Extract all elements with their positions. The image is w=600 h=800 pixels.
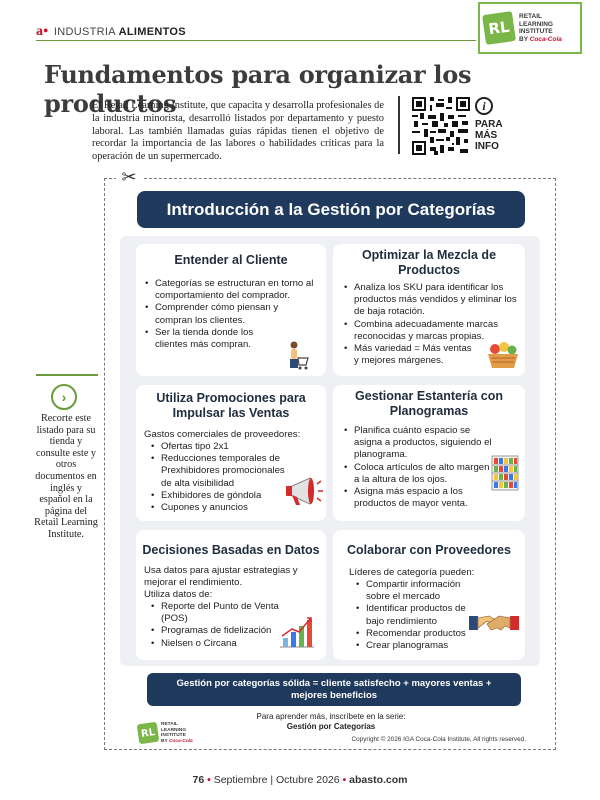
- box-title: Gestionar Estantería con Planogramas: [355, 389, 503, 418]
- list-item: • Combina adecuadamente marcas reconocidas y marcas propias.: [343, 319, 503, 343]
- intro-paragraph: El Retail Learning Institute, que capacita y desarrolla profesionales de la industria minorista, desarrolló listados por departamento y puesto laboral. Las también llamadas guías rápidas tienen el objetivo de recordar la importancia de las labores o habilidades críticas para la operación de un supermercado.: [92, 100, 384, 163]
- list-item: • Identificar productos de bajo rendimiento: [355, 603, 479, 627]
- list-item: • Compartir información sobre el mercado: [355, 579, 479, 603]
- list-item: • Crear planogramas: [355, 640, 479, 652]
- retail-learning-institute-small-logo: RL RETAIL LEARNING INSTITUTE BY Coca-Cola: [138, 722, 193, 744]
- page-title: Fundamentos para organizar los productos: [44, 60, 472, 118]
- list-item: • Asigna más espacio a los productos de mayor venta.: [343, 486, 493, 510]
- box-entender-cliente: [136, 244, 326, 376]
- shopper-icon: [284, 340, 312, 372]
- page-number: 76: [192, 774, 205, 786]
- list-item: • Programas de fidelización: [150, 625, 280, 637]
- list-item: • Nielsen o Circana: [150, 638, 280, 650]
- scissors-icon: ✂: [116, 166, 142, 188]
- retail-learning-institute-logo: [478, 2, 582, 54]
- formula-banner: Gestión por categorías sólida = cliente satisfecho + mayores ventas + mejores beneficios: [147, 673, 521, 706]
- list-item: • Ser la tienda donde los clientes más compran.: [144, 327, 284, 351]
- rli-logo-text: RETAIL LEARNING INSTITUTE BY Coca-Cola: [519, 13, 562, 43]
- list-item: • Categorías se estructuran en torno al comportamiento del comprador.: [144, 278, 314, 302]
- box-list: [355, 579, 479, 652]
- box-title: Entender al Cliente: [174, 253, 288, 267]
- side-note: Recorte este listado para su tienda y consulte este y otros documentos en inglés y español en la página del Retail Learning Institute.: [34, 413, 98, 540]
- chevron-right-icon: ›: [51, 384, 77, 410]
- box-title: Optimizar la Mezcla de Productos: [361, 248, 497, 277]
- series-name: Gestión por Categorías: [286, 722, 376, 731]
- list-item: • Comprender cómo piensan y compran los clientes.: [144, 302, 314, 326]
- intro-divider: [398, 96, 400, 154]
- list-item: • Exhibidores de góndola: [150, 490, 290, 502]
- store-shelf-icon: [491, 455, 519, 491]
- learn-more: [186, 712, 476, 732]
- box-promociones: [136, 385, 326, 521]
- page-footer: 76 • Septiembre | Octubre 2026 • abasto.com: [192, 774, 408, 786]
- handshake-icon: [469, 608, 519, 638]
- list-item: • Coloca artículos de alto margen a la altura de los ojos.: [343, 462, 493, 486]
- section-prefix: INDUSTRIA: [53, 26, 116, 38]
- section-tag: [36, 24, 186, 40]
- box-title: Utiliza Promociones para Impulsar las Ventas: [156, 391, 306, 420]
- box-lead-2: Utiliza datos de:: [144, 589, 213, 600]
- section-name: ALIMENTOS: [118, 26, 186, 38]
- megaphone-icon: [284, 475, 324, 509]
- box-list: [150, 601, 280, 650]
- list-item: • Ofertas tipo 2x1: [150, 441, 290, 453]
- list-item: • Recomendar productos: [355, 628, 479, 640]
- list-item: • Reducciones temporales de Prexhibidores promocionales de alta visibilidad: [150, 453, 290, 490]
- box-title: Decisiones Basadas en Datos: [142, 543, 320, 557]
- card-title: Introducción a la Gestión por Categorías: [137, 191, 525, 228]
- bar-chart-growth-icon: [278, 614, 316, 650]
- list-item: • Reporte del Punto de Venta (POS): [150, 601, 280, 625]
- learn-more-text: Para aprender más, inscríbete en la serie:: [256, 712, 406, 721]
- abasto-a-logo: a•: [36, 24, 49, 39]
- box-decisiones-datos: [136, 530, 326, 660]
- box-list: [343, 425, 493, 510]
- box-lead: Líderes de categoría pueden:: [349, 567, 475, 578]
- rl-badge: RL: [482, 11, 516, 45]
- box-lead: Gastos comerciales de proveedores:: [144, 429, 301, 440]
- box-planogramas: [333, 385, 525, 521]
- header-rule: [36, 40, 476, 41]
- box-title: Colaborar con Proveedores: [347, 543, 511, 557]
- box-list: [150, 441, 290, 514]
- qr-code[interactable]: [412, 97, 470, 155]
- side-note-rule: [36, 374, 98, 376]
- box-colaborar-proveedores: [333, 530, 525, 660]
- list-item: • Analiza los SKU para identificar los productos más vendidos y eliminar los de baja rotación.: [343, 282, 517, 319]
- produce-basket-icon: [485, 340, 521, 370]
- site-link[interactable]: abasto.com: [349, 774, 408, 786]
- info-icon: i: [475, 97, 493, 115]
- copyright: Copyright © 2026 IGA Coca-Cola Institute, All rights reserved.: [351, 736, 526, 743]
- box-mezcla-productos: [333, 244, 525, 376]
- more-info-label: PARA MÁS INFO: [475, 119, 503, 152]
- list-item: • Cupones y anuncios: [150, 502, 290, 514]
- issue-months: Septiembre | Octubre 2026: [213, 774, 340, 786]
- list-item: • Planifica cuánto espacio se asigna a productos, siguiendo el planograma.: [343, 425, 493, 462]
- list-item: • Más variedad = Más ventas y mejores márgenes.: [343, 343, 473, 367]
- box-lead: Usa datos para ajustar estrategias y mejorar el rendimiento.: [144, 565, 298, 589]
